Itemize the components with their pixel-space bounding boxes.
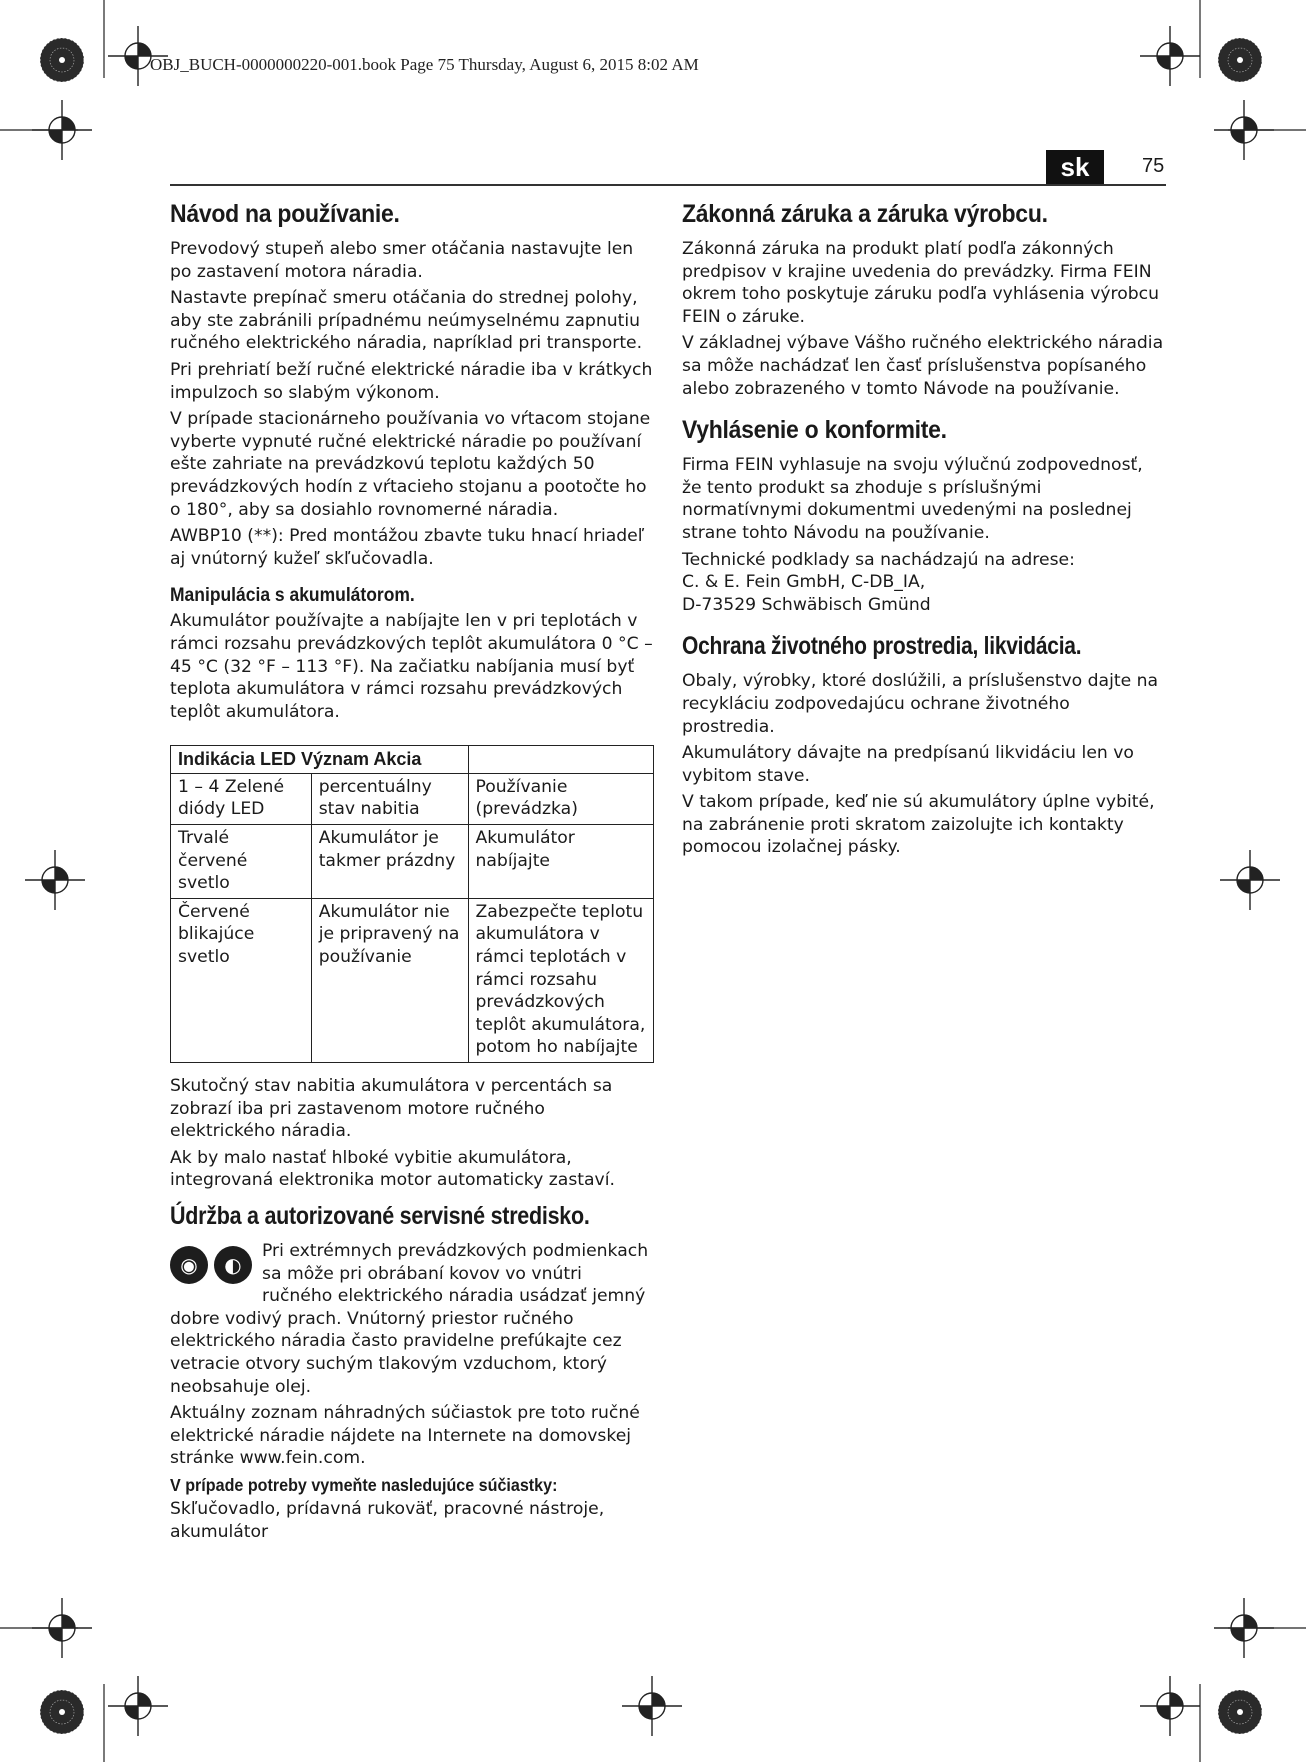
safety-icons (170, 1246, 256, 1288)
table-cell: Akumulátor je takmer prázdny (311, 825, 468, 899)
service-subheading: V prípade potreby vymeňte nasledujúce súčiastky: (170, 1474, 558, 1495)
header-rule (170, 184, 1166, 186)
usage-paragraph: Nastavte prepínač smeru otáčania do strednej polohy, aby ste zabránili prípadnému neúmyselnému zapnutiu ručného elektrického náradia, napríklad pri transporte. (170, 288, 643, 354)
battery-paragraph: Ak by malo nastať hlboké vybitie akumulátora, integrovaná elektronika motor automaticky zastaví. (170, 1147, 615, 1191)
disposal-paragraph: Akumulátory dávajte na predpísanú likvidáciu len vo vybitom stave. (682, 743, 1134, 786)
service-paragraph: Skľučovadlo, prídavná rukoväť, pracovné nástroje, akumulátor (170, 1498, 605, 1542)
conformity-paragraph: Technické podklady sa nachádzajú na adrese: (682, 549, 1075, 570)
table-cell: percentuálny stav nabitia (311, 773, 468, 824)
language-tab: sk (1046, 150, 1104, 186)
disposal-section (682, 630, 1166, 859)
table-cell: Červené blikajúce svetlo (171, 898, 312, 1062)
usage-paragraph: V prípade stacionárneho používania vo vŕtacom stojane vyberte vypnuté ručné elektrické náradie po používaní ešte zahriate na prevádzkovú teplotu každých 50 prevádzkových hodín z vŕtacieho stojanu a pootočte ho o 180°, aby sa dosiahlo rovnomerné náradia. (170, 409, 651, 520)
table-cell: Trvalé červené svetlo (171, 825, 312, 899)
table-cell: Akumulátor nie je pripravený na používanie (311, 898, 468, 1062)
table-cell: Zabezpečte teplotu akumulátora v rámci teplotách v rámci rozsahu prevádzkových teplôt akumulátora, potom ho nabíjajte (468, 898, 654, 1062)
table-cell: 1 – 4 Zelené diódy LED (171, 773, 312, 824)
usage-section (170, 198, 654, 570)
led-table-header (171, 746, 654, 774)
usage-heading: Návod na používanie. (170, 200, 400, 228)
conformity-address: C. & E. Fein GmbH, C-DB_IA, (682, 572, 926, 593)
led-table (170, 745, 654, 1063)
table-row (171, 898, 654, 1062)
disposal-paragraph: Obaly, výrobky, ktoré doslúžili, a príslušenstvo dajte na recykláciu zodpovedajúcu ochrane životného prostredia. (682, 671, 1159, 737)
conformity-address: D-73529 Schwäbisch Gmünd (682, 594, 931, 615)
service-paragraph: Aktuálny zoznam náhradných súčiastok pre toto ručné elektrické náradie nájdete na Internete na domovskej stránke www.fein.com. (170, 1403, 640, 1469)
warranty-section (682, 198, 1166, 400)
battery-paragraph: Skutočný stav nabitia akumulátora v percentách sa zobrazí iba pri zastavenom motore ručného elektrického náradia. (170, 1076, 613, 1142)
disposal-paragraph: V takom prípade, keď nie sú akumulátory úplne vybité, na zabránenie proti skratom zaizolujte ich kontakty pomocou izolačnej pásky. (682, 792, 1155, 858)
conformity-paragraph: Firma FEIN vyhlasuje na svoju výlučnú zodpovednosť, že tento produkt sa zhoduje s príslušnými normatívnymi dokumentmi uvedenými na poslednej strane tohto Návodu na používanie. (682, 455, 1143, 543)
usage-paragraph: Pri prehriatí beží ručné elektrické náradie iba v krátkych impulzoch so slabým výkonom. (170, 359, 653, 403)
led-table-header-empty (468, 746, 654, 774)
service-section (170, 1200, 654, 1543)
disposal-heading: Ochrana životného prostredia, likvidácia. (682, 632, 1082, 661)
service-paragraph: Pri extrémnych prevádzkových podmienkach sa môže pri obrábaní kovov vo vnútri ručného elektrického náradia usádzať jemný dobre vodivý prach. Vnútorný priestor ručného elektrického náradia často pravidelne prefúkajte cez vetracie otvory suchým tlakovým vzduchom, ktorý neobsahuje olej. (170, 1240, 649, 1397)
warranty-paragraph: V základnej výbave Vášho ručného elektrického náradia sa môže nachádzať len časť príslušenstva popísaného alebo zobrazeného v tomto Návode na používanie. (682, 333, 1164, 399)
table-cell: Používanie (prevádzka) (468, 773, 654, 824)
battery-heading: Manipulácia s akumulátorom. (170, 585, 415, 607)
led-table-header-cell: Indikácia LED Význam Akcia (171, 746, 469, 774)
table-row (171, 825, 654, 899)
conformity-heading: Vyhlásenie o konformite. (682, 416, 947, 445)
usage-paragraph: Prevodový stupeň alebo smer otáčania nastavujte len po zastavení motora náradia. (170, 239, 634, 282)
battery-paragraph: Akumulátor používajte a nabíjajte len v pri teplotách v rámci rozsahu prevádzkových teplôt akumulátora 0 °C – 45 °C (32 °F – 113 °F). Na začiatku nabíjania musí byť teplota akumulátora v rámci rozsahu prevádzkových teplôt akumulátora. (170, 611, 653, 722)
page-number: 75 (1142, 155, 1165, 177)
warranty-paragraph: Zákonná záruka na produkt platí podľa zákonných predpisov v krajine uvedenia do prevádzky. Firma FEIN okrem toho poskytuje záruku podľa vyhlásenia výrobcu FEIN o záruke. (682, 239, 1160, 327)
table-cell: Akumulátor nabíjajte (468, 825, 654, 899)
print-slug: OBJ_BUCH-0000000220-001.book Page 75 Thursday, August 6, 2015 8:02 AM (150, 55, 699, 74)
battery-section (170, 584, 654, 1192)
left-column (170, 198, 654, 1557)
service-heading: Údržba a autorizované servisné stredisko. (170, 1201, 590, 1230)
right-column (682, 198, 1166, 873)
warranty-heading: Zákonná záruka a záruka výrobcu. (682, 200, 1048, 228)
usage-paragraph: AWBP10 (**): Pred montážou zbavte tuku hnací hriadeľ aj vnútorný kužeľ skľučovadla. (170, 526, 645, 569)
conformity-section (682, 414, 1166, 616)
ear-protection-icon: ◐ (214, 1246, 252, 1284)
eye-protection-icon: ◉ (170, 1246, 208, 1284)
table-row (171, 773, 654, 824)
